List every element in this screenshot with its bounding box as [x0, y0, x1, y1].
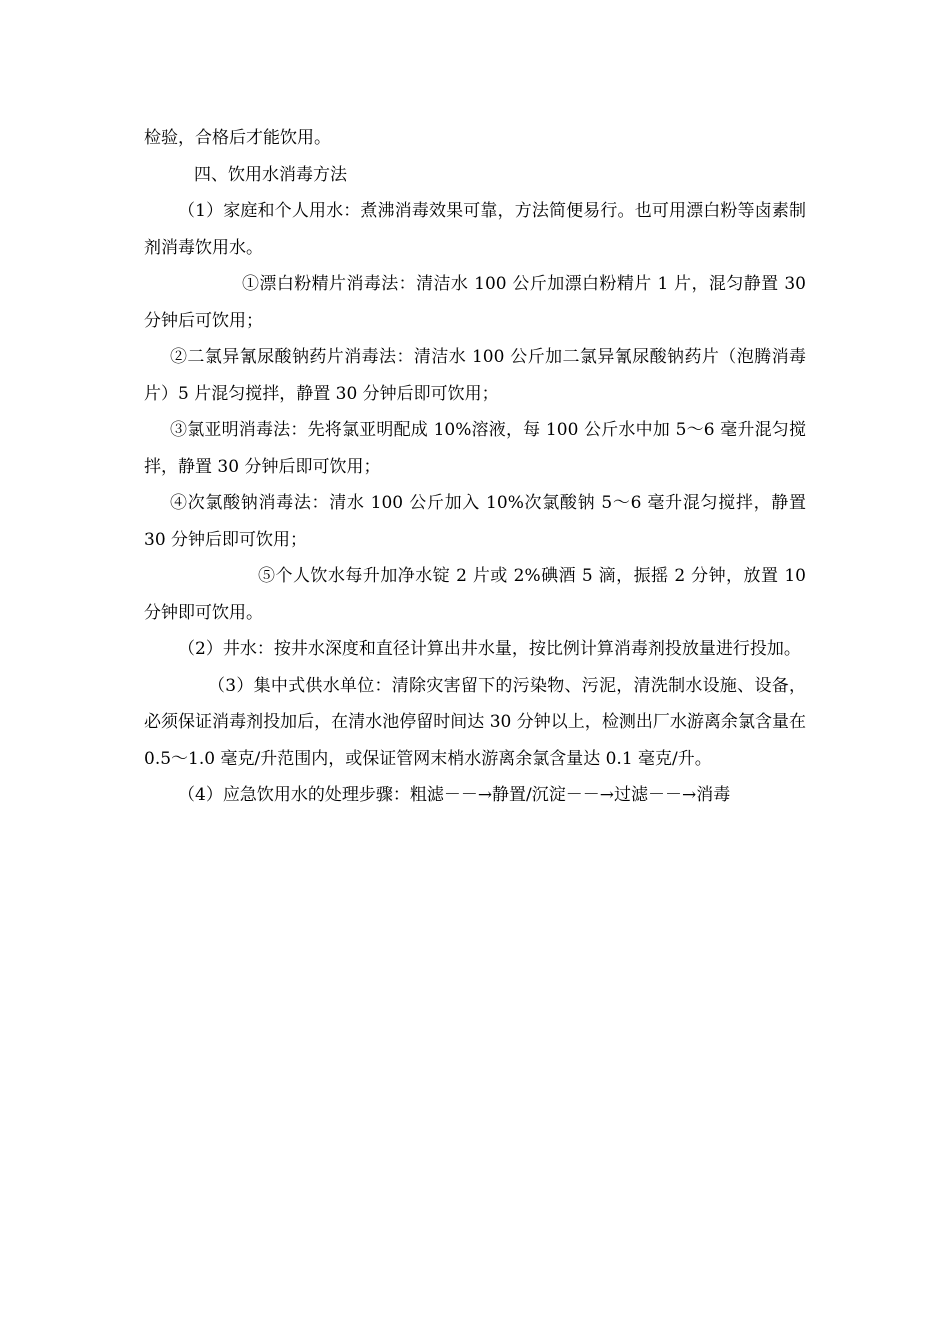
method-dichloroisocyanurate: ②二氯异氰尿酸钠药片消毒法：清洁水 100 公斤加二氯异氰尿酸钠药片（泡腾消毒片）5 片混匀搅拌，静置 30 分钟后即可饮用；	[144, 347, 806, 404]
paragraph-emergency-steps: （4）应急饮用水的处理步骤：粗滤－－→静置/沉淀－－→过滤－－→消毒	[178, 785, 731, 805]
continuation-text: 检验，合格后才能饮用。	[144, 128, 331, 148]
method-personal-water: ⑤个人饮水每升加净水锭 2 片或 2%碘酒 5 滴，振摇 2 分钟，放置 10 分钟即可饮用。	[144, 566, 806, 623]
paragraph-household-water: （1）家庭和个人用水：煮沸消毒效果可靠，方法简便易行。也可用漂白粉等卤素制剂消毒饮用水。	[144, 201, 806, 258]
paragraph-central-supply: （3）集中式供水单位：清除灾害留下的污染物、污泥，清洗制水设施、设备，必须保证消毒剂投加后，在清水池停留时间达 30 分钟以上，检测出厂水游离余氯含量在 0.5～1.0 毫克/升范围内，或保证管网末梢水游离余氯含量达 0.1 毫克/升。	[144, 675, 806, 769]
method-sodium-hypochlorite: ④次氯酸钠消毒法：清水 100 公斤加入 10%次氯酸钠 5～6 毫升混匀搅拌，静置 30 分钟后即可饮用；	[144, 493, 806, 550]
paragraph-well-water: （2）井水：按井水深度和直径计算出井水量，按比例计算消毒剂投放量进行投加。	[178, 639, 801, 659]
section-heading: 四、饮用水消毒方法	[194, 164, 347, 185]
method-bleaching-tablet: ①漂白粉精片消毒法：清洁水 100 公斤加漂白粉精片 1 片，混匀静置 30 分钟后可饮用；	[144, 274, 806, 331]
method-chloramine: ③氯亚明消毒法：先将氯亚明配成 10%溶液，每 100 公斤水中加 5～6 毫升混匀搅拌，静置 30 分钟后即可饮用；	[144, 420, 806, 477]
document-page	[144, 120, 806, 814]
